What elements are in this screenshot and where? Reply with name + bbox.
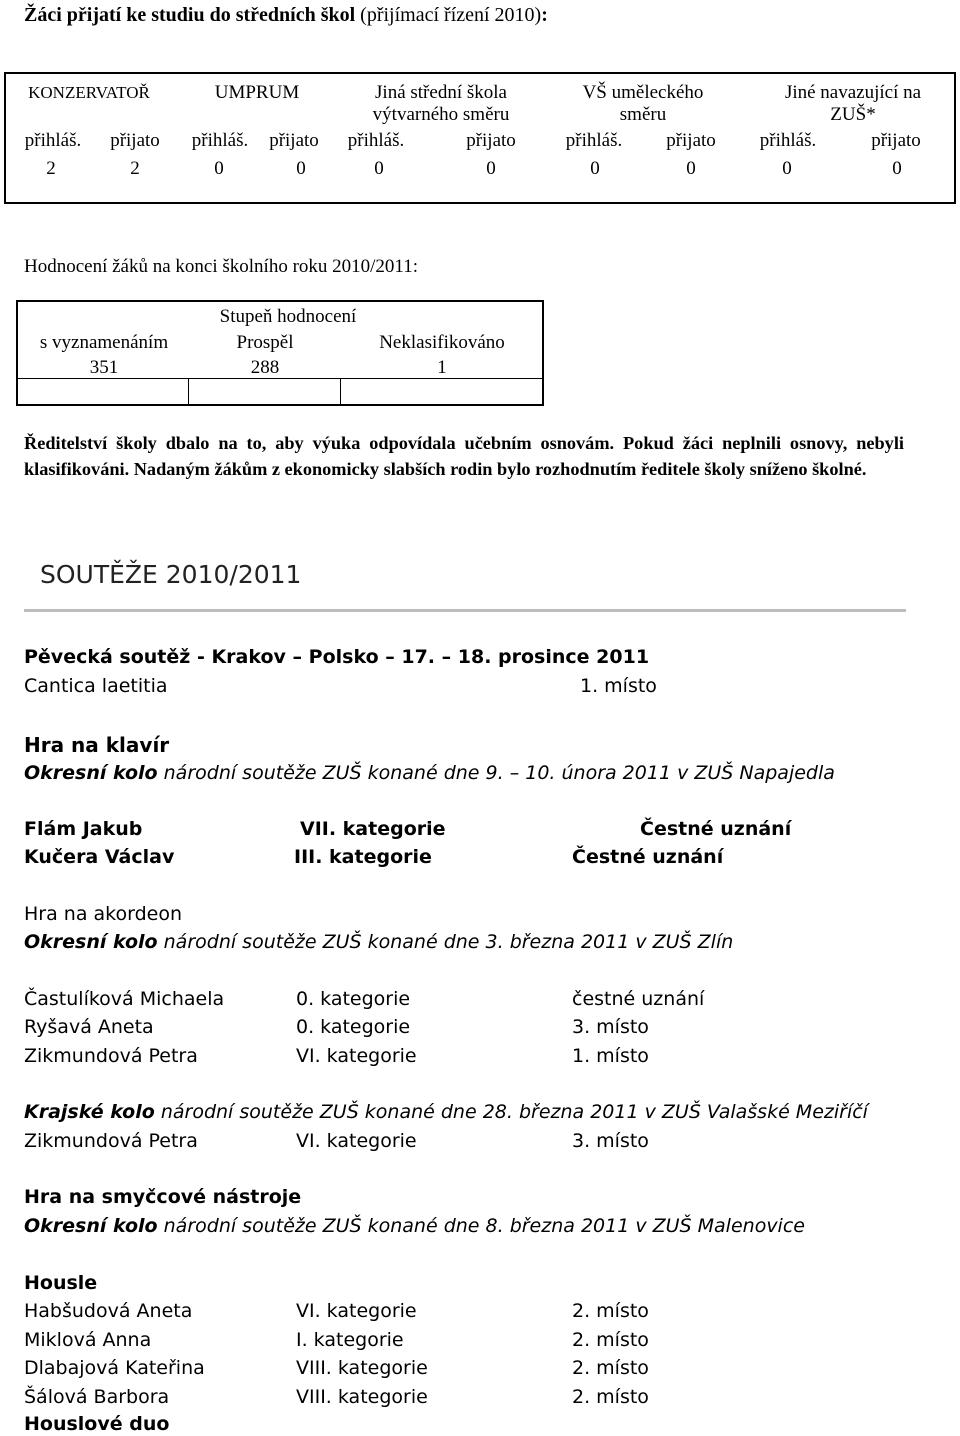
entry-category: VIII. kategorie: [296, 1386, 428, 1408]
title-underline: [24, 609, 906, 612]
accordion-round: Okresní kolo národní soutěže ZUŠ konané dne 3. března 2011 v ZUŠ Zlín: [24, 931, 734, 953]
admissions-heading: Žáci přijatí ke studiu do středních škol (přijímací řízení 2010):: [24, 4, 548, 26]
entry-name: Miklová Anna: [24, 1329, 152, 1351]
value-cell: 0: [296, 158, 306, 179]
competitions-title: SOUTĚŽE 2010/2011: [40, 560, 302, 589]
subheader-cell: přihláš.: [759, 130, 817, 151]
entry-result: 2. místo: [572, 1329, 649, 1351]
category-header: Jiná střední škola výtvarného směru: [372, 82, 510, 125]
subheader-cell: přihláš.: [24, 130, 82, 151]
column-divider: [188, 378, 189, 404]
value-cell: 0: [486, 158, 496, 179]
admissions-table: [4, 72, 956, 204]
column-header: Neklasifikováno: [379, 332, 505, 353]
entry-result: 3. místo: [572, 1016, 649, 1038]
value-cell: 1: [437, 357, 447, 378]
entry-result: 2. místo: [572, 1300, 649, 1322]
entry-result: 1. místo: [572, 1045, 649, 1067]
entry-category: VI. kategorie: [296, 1300, 417, 1322]
subheader-cell: přijato: [871, 130, 921, 151]
category-header: Jiné navazující na ZUŠ*: [784, 82, 922, 125]
column-divider: [340, 378, 341, 404]
piano-round: Okresní kolo národní soutěže ZUŠ konané dne 9. – 10. února 2011 v ZUŠ Napajedla: [24, 762, 835, 784]
entry-result: 2. místo: [572, 1386, 649, 1408]
evaluation-paragraph: Ředitelství školy dbalo na to, aby výuka odpovídala učebním osnovám. Pokud žáci neplnili osnovy, nebyli klasifikováni. Nadaným žákům z ekonomicky slabších rodin bylo rozhodnutím ředitele školy sníženo školné.: [24, 433, 904, 479]
subheader-cell: přijato: [110, 130, 160, 151]
value-cell: 288: [250, 357, 280, 378]
entry-name: Zikmundová Petra: [24, 1130, 198, 1152]
subheader-cell: přijato: [666, 130, 716, 151]
entry-category: VI. kategorie: [296, 1045, 417, 1067]
entry-category: VIII. kategorie: [296, 1357, 428, 1379]
subheader-cell: přihláš.: [565, 130, 623, 151]
entry-category: I. kategorie: [296, 1329, 404, 1351]
violin-heading: Housle: [24, 1272, 98, 1294]
accordion-heading: Hra na akordeon: [24, 903, 182, 925]
singing-heading: Pěvecká soutěž - Krakov – Polsko – 17. – 18. prosince 2011: [24, 646, 650, 668]
category-header: KONZERVATOŘ: [28, 83, 150, 102]
entry-result: čestné uznání: [572, 988, 705, 1010]
evaluation-table: [16, 300, 544, 406]
value-cell: 2: [130, 158, 140, 179]
entry-name: Dlabajová Kateřina: [24, 1357, 205, 1379]
column-header: Prospěl: [236, 332, 294, 353]
entry-name: Flám Jakub: [24, 818, 143, 840]
value-cell: 0: [782, 158, 792, 179]
evaluation-heading: Hodnocení žáků na konci školního roku 2010/2011:: [24, 256, 419, 277]
entry-category: 0. kategorie: [296, 988, 411, 1010]
entry-name: Kučera Václav: [24, 846, 175, 868]
value-cell: 0: [686, 158, 696, 179]
subheader-cell: přijato: [269, 130, 319, 151]
entry-name: Zikmundová Petra: [24, 1045, 198, 1067]
entry-name: Cantica laetitia: [24, 675, 168, 697]
entry-name: Habšudová Aneta: [24, 1300, 193, 1322]
column-header: s vyznamenáním: [39, 332, 169, 353]
entry-result: Čestné uznání: [572, 846, 724, 868]
category-header: UMPRUM: [214, 82, 300, 103]
subheader-cell: přihláš.: [347, 130, 405, 151]
entry-category: VI. kategorie: [296, 1130, 417, 1152]
piano-heading: Hra na klavír: [24, 733, 170, 757]
category-header: VŠ uměleckého směru: [582, 82, 704, 125]
entry-name: Častulíková Michaela: [24, 988, 225, 1010]
entry-name: Ryšavá Aneta: [24, 1016, 154, 1038]
accordion-regional-round: Krajské kolo národní soutěže ZUŠ konané dne 28. března 2011 v ZUŠ Valašské Meziříčí: [24, 1101, 868, 1123]
value-cell: 0: [214, 158, 224, 179]
row-divider: [18, 378, 542, 379]
subheader-cell: přihláš.: [191, 130, 249, 151]
entry-category: 0. kategorie: [296, 1016, 411, 1038]
entry-category: III. kategorie: [294, 846, 432, 868]
entry-result: 2. místo: [572, 1357, 649, 1379]
value-cell: 0: [590, 158, 600, 179]
value-cell: 0: [892, 158, 902, 179]
entry-result: 3. místo: [572, 1130, 649, 1152]
entry-name: Šálová Barbora: [24, 1386, 170, 1408]
entry-result: 1. místo: [580, 675, 657, 697]
group-header: Stupeň hodnocení: [219, 306, 357, 327]
entry-result: Čestné uznání: [640, 818, 792, 840]
duo-heading: Houslové duo: [24, 1413, 170, 1435]
entry-category: VII. kategorie: [300, 818, 446, 840]
strings-heading: Hra na smyčcové nástroje: [24, 1186, 302, 1208]
subheader-cell: přijato: [466, 130, 516, 151]
strings-round: Okresní kolo národní soutěže ZUŠ konané dne 8. března 2011 v ZUŠ Malenovice: [24, 1215, 805, 1237]
value-cell: 351: [89, 357, 119, 378]
value-cell: 0: [374, 158, 384, 179]
value-cell: 2: [46, 158, 56, 179]
